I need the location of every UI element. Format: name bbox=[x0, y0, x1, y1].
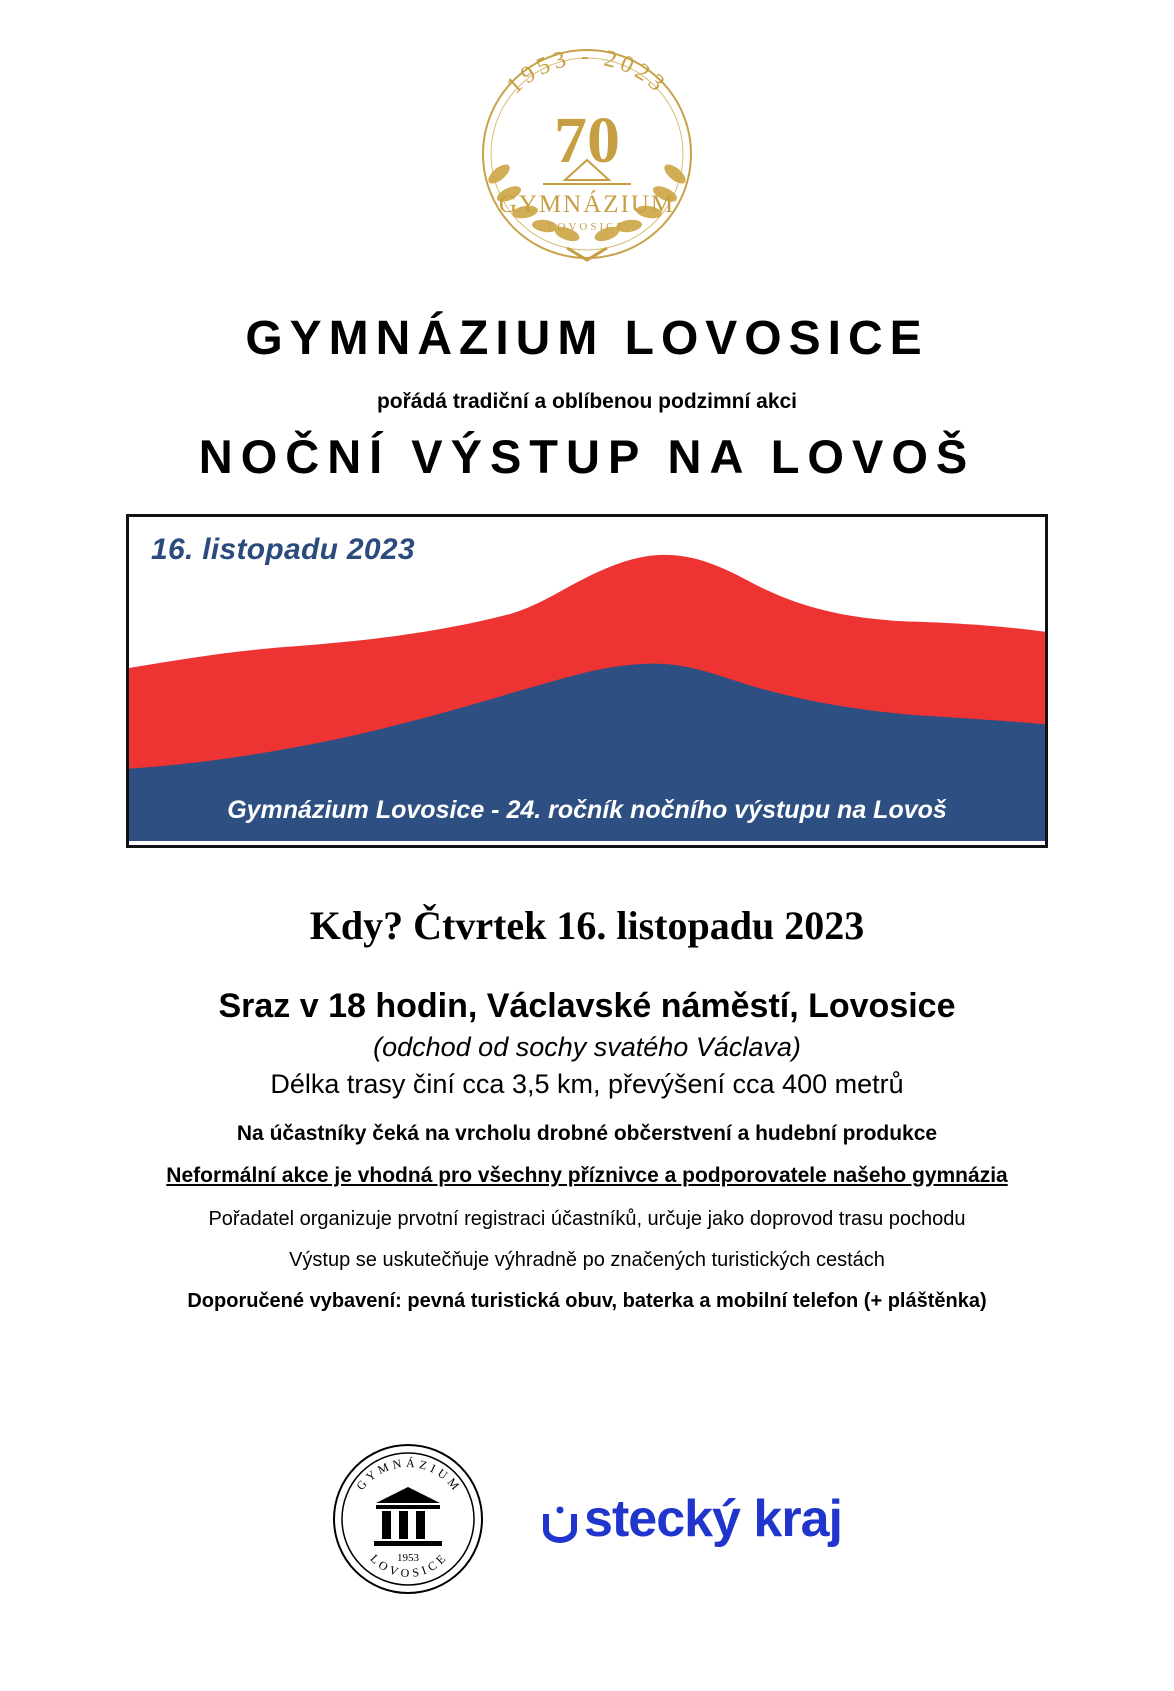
meeting-point: Sraz v 18 hodin, Václavské náměstí, Lovosice bbox=[218, 986, 956, 1025]
marked-paths-note: Výstup se uskutečňuje výhradně po značených turistických cestách bbox=[289, 1248, 885, 1271]
footer-logos bbox=[0, 1443, 1174, 1595]
graphic-caption: Gymnázium Lovosice - 24. ročník nočního výstupu na Lovoš bbox=[227, 795, 947, 824]
informal-note: Neformální akce je vhodná pro všechny příznivce a podporovatele našeho gymnázia bbox=[166, 1163, 1008, 1187]
event-title: NOČNÍ VÝSTUP NA LOVOŠ bbox=[198, 430, 976, 484]
school-logo-arc-bottom: L O V O S I C E bbox=[367, 1551, 449, 1581]
school-seal-logo bbox=[332, 1443, 484, 1595]
seal-years: 1953 - 2023 bbox=[501, 44, 673, 100]
route-info: Délka trasy činí cca 3,5 km, převýšení cca 400 metrů bbox=[270, 1068, 904, 1099]
svg-text:1953 - 2023 bbox=[502, 44, 672, 99]
anniversary-seal-logo bbox=[447, 34, 727, 270]
organizer-note: Pořadatel organizuje prvotní registraci účastníků, určuje jako doprovod trasu pochodu bbox=[208, 1207, 966, 1230]
meeting-point-note: (odchod od sochy svatého Václava) bbox=[373, 1031, 801, 1062]
event-when: Kdy? Čtvrtek 16. listopadu 2023 bbox=[309, 902, 865, 948]
equipment-note: Doporučené vybavení: pevná turistická obuv, baterka a mobilní telefon (+ pláštěnka) bbox=[187, 1289, 987, 1312]
ustecky-kraj-logo bbox=[540, 1489, 842, 1549]
ustecky-kraj-mark-icon bbox=[540, 1499, 580, 1539]
seal-school-name: GYMNÁZIUM bbox=[498, 191, 676, 218]
subtitle: pořádá tradiční a oblíbenou podzimní akci bbox=[376, 390, 798, 414]
seal-town: LOVOSICE bbox=[547, 221, 627, 233]
school-logo-year: 1953 bbox=[397, 1552, 420, 1564]
mountain-graphic bbox=[126, 514, 1048, 848]
refreshment-info: Na účastníky čeká na vrcholu drobné občerstvení a hudební produkce bbox=[236, 1121, 938, 1145]
school-logo-arc-top: G Y M N Á Z I U M bbox=[353, 1455, 463, 1493]
seal-number: 70 bbox=[554, 104, 620, 177]
ustecky-kraj-label: stecký kraj bbox=[584, 1490, 842, 1548]
page-title: GYMNÁZIUM LOVOSICE bbox=[245, 312, 929, 365]
graphic-date-label: 16. listopadu 2023 bbox=[151, 532, 415, 566]
